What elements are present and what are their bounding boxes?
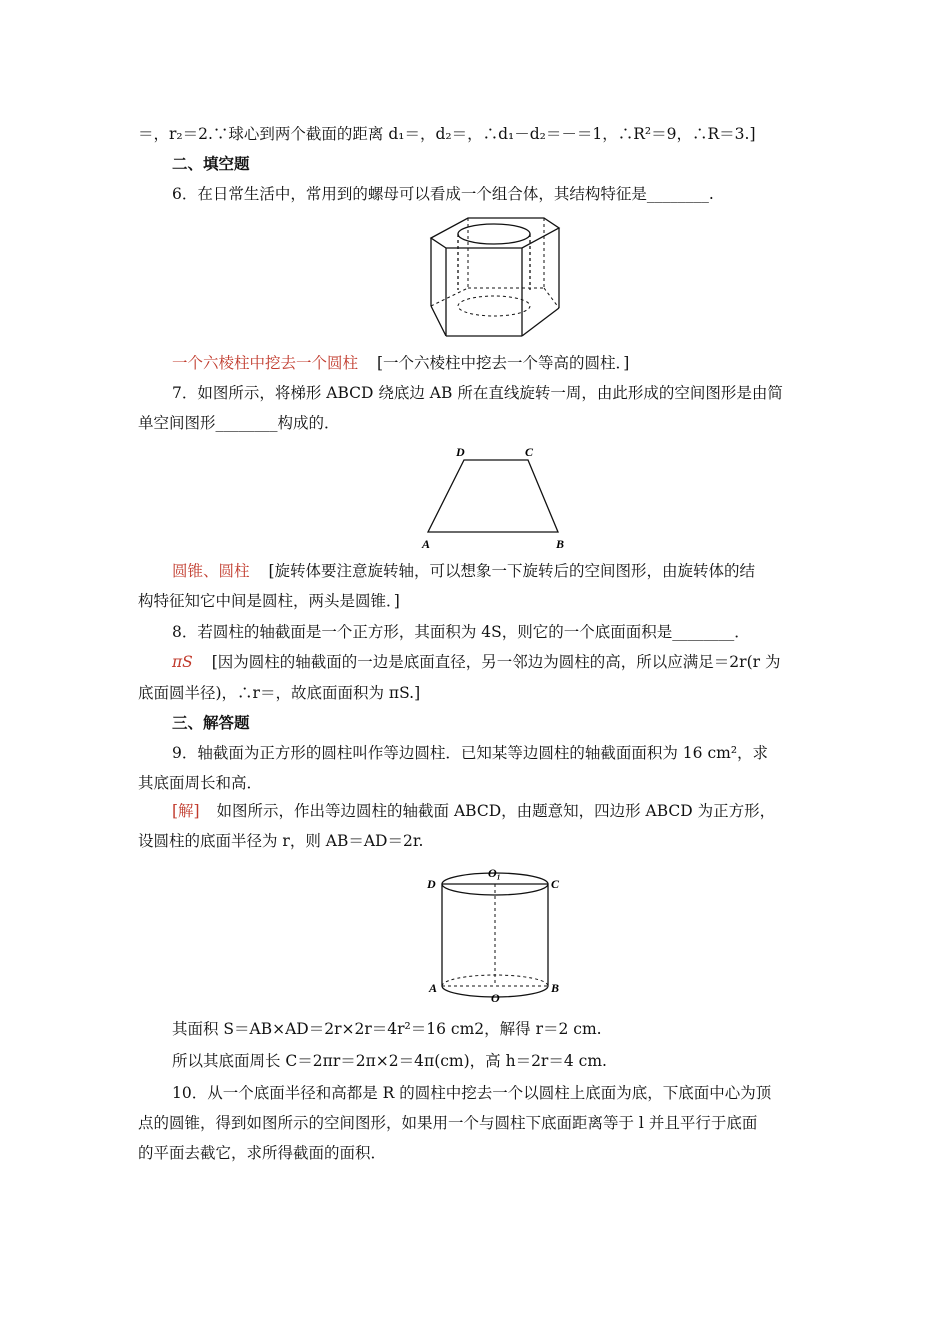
section-heading-solve: 三、解答题 xyxy=(172,713,250,732)
cylinder-label-c: C xyxy=(551,877,560,891)
answer-8-explanation: [因为圆柱的轴截面的一边是底面直径，另一邻边为圆柱的高，所以应满足＝2r(r 为 xyxy=(211,653,781,671)
cylinder-label-o1: O₁ xyxy=(488,866,501,880)
text-line: ＝，r₂＝2.∵球心到两个截面的距离 d₁＝，d₂＝，∴d₁－d₂＝－＝1，∴R²＝9，∴R＝3.] xyxy=(138,125,756,143)
question-9-line-2: 其底面周长和高． xyxy=(138,774,263,792)
cylinder-label-o: O xyxy=(491,991,500,1005)
answer-7: 圆锥、圆柱 xyxy=(172,562,250,580)
answer-6: 一个六棱柱中挖去一个圆柱 xyxy=(172,354,359,372)
question-8: 8．若圆柱的轴截面是一个正方形，其面积为 4S，则它的一个底面面积是________． xyxy=(172,623,750,641)
answer-7-line xyxy=(172,560,852,582)
answer-9-line-3: 其面积 S＝AB×AD＝2r×2r＝4r²＝16 cm2，解得 r＝2 cm. xyxy=(172,1020,602,1038)
question-10-line-1: 10．从一个底面半径和高都是 R 的圆柱中挖去一个以圆柱上底面为底，下底面中心为顶 xyxy=(172,1084,772,1102)
question-9-line-1: 9．轴截面为正方形的圆柱叫作等边圆柱．已知某等边圆柱的轴截面面积为 16 cm²，求 xyxy=(172,744,769,762)
trapezoid-label-a: A xyxy=(422,537,431,551)
solution-tag: [解] xyxy=(172,802,200,820)
question-10-line-3: 的平面去截它，求所得截面的面积． xyxy=(138,1144,387,1162)
answer-8-line-2: 底面圆半径)，∴r＝，故底面面积为 πS.] xyxy=(138,684,421,702)
answer-8-line xyxy=(172,651,852,673)
cylinder-drawing xyxy=(425,862,575,1012)
question-10-line-2: 点的圆锥，得到如图所示的空间图形，如果用一个与圆柱下底面距离等于 l 并且平行于底面 xyxy=(138,1114,758,1132)
solution-text: 如图所示，作出等边圆柱的轴截面 ABCD，由题意知，四边形 ABCD 为正方形， xyxy=(216,802,776,820)
answer-9-line-2: 设圆柱的底面半径为 r，则 AB＝AD＝2r. xyxy=(138,832,424,850)
hex-nut-figure xyxy=(428,210,564,340)
cylinder-label-b: B xyxy=(551,981,560,995)
cylinder-label-d: D xyxy=(427,877,436,891)
trapezoid-label-d: D xyxy=(456,445,465,459)
question-6: 6．在日常生活中，常用到的螺母可以看成一个组合体，其结构特征是________. xyxy=(172,185,714,203)
answer-9-line-4: 所以其底面周长 C＝2πr＝2π×2＝4π(cm)，高 h＝2r＝4 cm. xyxy=(172,1052,607,1070)
answer-8: πS xyxy=(172,653,193,671)
answer-9-line-1 xyxy=(172,800,852,822)
trapezoid-drawing xyxy=(418,442,574,554)
hex-nut-drawing xyxy=(428,210,564,340)
cylinder-figure xyxy=(425,862,575,1012)
trapezoid-label-c: C xyxy=(525,445,534,459)
question-7-line-2: 单空间图形________构成的． xyxy=(138,414,340,432)
question-7-line-1: 7．如图所示，将梯形 ABCD 绕底边 AB 所在直线旋转一周，由此形成的空间图形是由简 xyxy=(172,384,783,402)
answer-6-line xyxy=(172,352,852,374)
trapezoid-label-b: B xyxy=(556,537,565,551)
cylinder-label-a: A xyxy=(429,981,438,995)
answer-7-line-2: 构特征知它中间是圆柱，两头是圆锥．] xyxy=(138,592,400,610)
answer-7-explanation: [旋转体要注意旋转轴，可以想象一下旋转后的空间图形，由旋转体的结 xyxy=(268,562,756,580)
answer-6-explanation: [一个六棱柱中挖去一个等高的圆柱．] xyxy=(376,354,630,372)
trapezoid-figure xyxy=(418,442,574,554)
section-heading-fill-blank: 二、填空题 xyxy=(172,154,250,173)
